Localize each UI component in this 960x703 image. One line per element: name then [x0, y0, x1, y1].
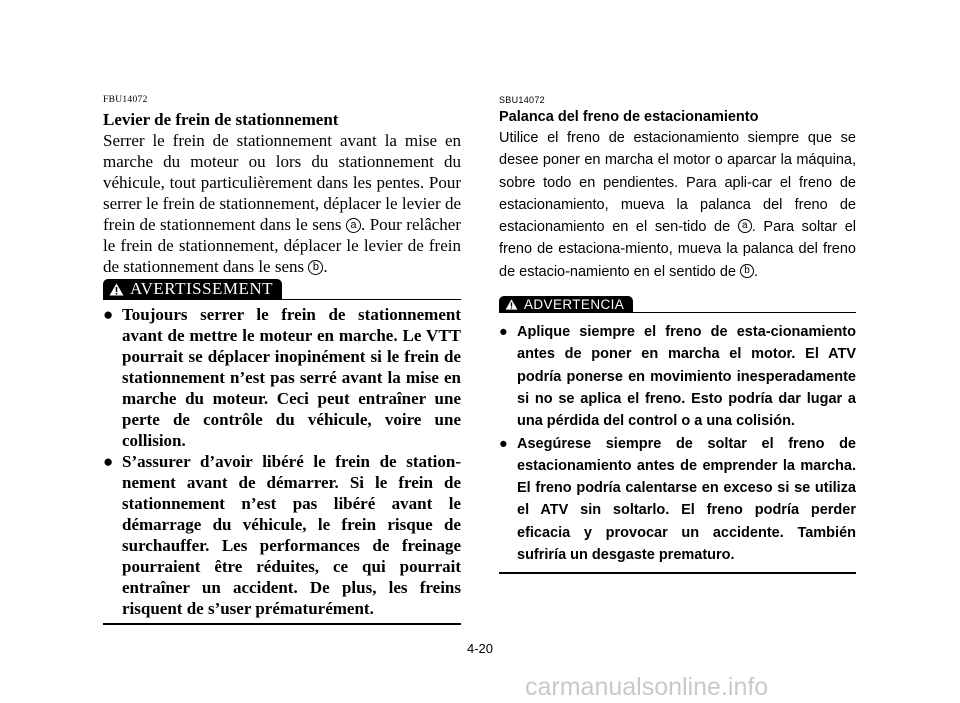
body-text: Serrer le frein de stationnement avant la mise en marche du moteur ou lors du stationnement du véhicule, tout particulièrement dans les pentes. Pour serrer le frein de stationnement, déplacer le levier de frein de stationnement dans le sens: [103, 131, 461, 234]
warning-label: ADVERTENCIA: [524, 296, 625, 312]
warning-triangle-icon: [109, 283, 124, 296]
marker-b: b: [740, 264, 754, 278]
bullet-icon: ●: [103, 452, 114, 471]
section-code: SBU14072: [499, 95, 545, 105]
watermark: carmanualsonline.info: [525, 673, 769, 701]
warning-item: [499, 321, 856, 432]
warning-text: Aplique siempre el freno de esta-cionamiento antes de poner en marcha el motor. El ATV podría ponerse en movimiento inesperadamente si no se aplica el freno. Esto podría dar lugar a una pérdida del control o a una colisión.: [517, 324, 856, 430]
body-text-end: .: [323, 257, 328, 276]
warning-item: [103, 451, 461, 619]
warning-text: Toujours serrer le frein de stationnement avant de mettre le moteur en marche. Le VTT pourrait se déplacer inopinément si le frein de stationnement n’est pas serré avant la mise en marche du moteur. Ceci peut entraîner une perte de contrôle du véhicule, voire une collision.: [122, 305, 461, 450]
warning-item: [103, 304, 461, 451]
body-paragraph: [499, 127, 856, 283]
body-text: . Para soltar el freno de estaciona-miento, mueva la palanca del freno de estacio-namiento en el sentido de: [499, 219, 856, 280]
section-heading: Levier de frein de stationnement: [103, 110, 339, 129]
warning-badge: [103, 279, 282, 299]
body-paragraph: [103, 130, 461, 277]
bullet-icon: ●: [499, 435, 508, 452]
bullet-icon: ●: [499, 324, 508, 341]
french-column: [103, 93, 461, 625]
warning-list: [499, 321, 856, 566]
warning-badge: [499, 296, 633, 312]
warning-item: [499, 433, 856, 567]
marker-b: b: [308, 260, 323, 275]
marker-a: a: [738, 219, 752, 233]
spanish-column: [499, 93, 856, 574]
warning-triangle-icon: [505, 299, 518, 310]
warning-header: [103, 278, 461, 300]
warning-header: [499, 295, 856, 313]
marker-a: a: [346, 218, 361, 233]
warning-text: S’assurer d’avoir libéré le frein de station-nement avant de démarrer. Si le frein de stationnement n’est pas libéré avant le démarrage du véhicule, le frein risque de surchauffer. Les performances de freinage pourraient être réduites, ce qui pourrait entraîner un accident. De plus, les freins risquent de s’user prématurément.: [122, 452, 461, 618]
warning-text: Asegúrese siempre de soltar el freno de estacionamiento antes de emprender la marcha. El freno podría calentarse en exceso si se utiliza el ATV sin soltarlo. El freno podría perder eficacia y provocar un accidente. También sufriría un desgaste prematuro.: [517, 435, 856, 564]
section-code: FBU14072: [103, 95, 148, 105]
warning-list: [103, 304, 461, 619]
body-text-end: .: [360, 215, 366, 234]
bullet-icon: ●: [103, 305, 114, 324]
body-text-end: .: [754, 263, 759, 280]
page-number: 4-20: [466, 641, 494, 656]
end-rule: [103, 623, 461, 625]
body-text: Pour relâcher le frein de stationnement, déplacer le levier de frein de stationnement dans le sens: [103, 215, 462, 276]
body-text: Utilice el freno de estacionamiento siempre que se desee poner en marcha el motor o aparcar la máquina, sobre todo en pendientes. Para apli-car el freno de estacionamiento, mueva la palanca del freno de estacionamiento en el sen-tido de: [499, 130, 856, 236]
end-rule: [499, 572, 856, 574]
warning-label: AVERTISSEMENT: [130, 279, 274, 298]
section-heading: Palanca del freno de estacionamiento: [499, 109, 759, 125]
